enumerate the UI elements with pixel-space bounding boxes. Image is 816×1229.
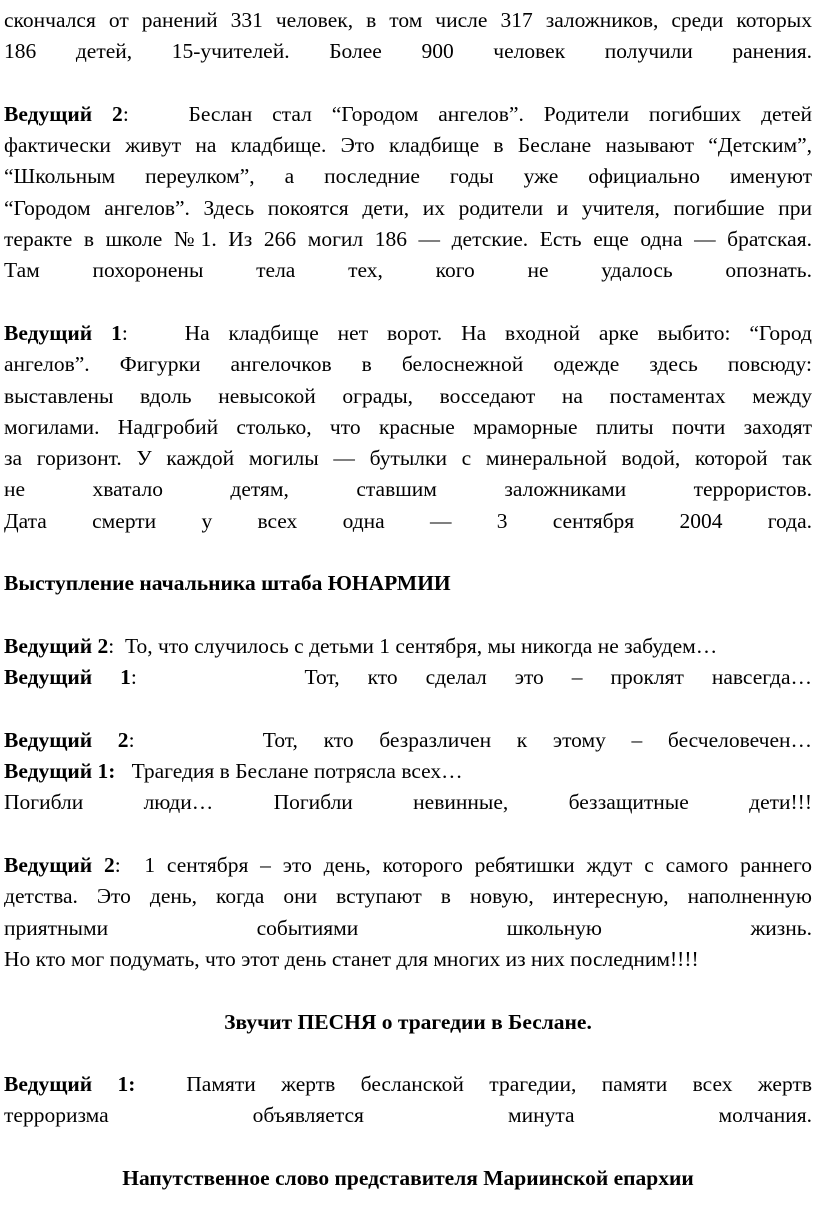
paragraph-host2-september-first: [4, 850, 812, 975]
speaker-separator: :: [122, 101, 129, 126]
blank-line: [4, 1038, 812, 1069]
speaker-separator: :: [128, 727, 135, 752]
blank-line: [4, 694, 812, 725]
paragraph-host1-cemetery: [4, 318, 812, 537]
text-line: [4, 1069, 812, 1100]
section-heading-song: Звучит ПЕСНЯ о трагедии в Беслане.: [224, 1009, 592, 1034]
text-segment: 1 сентября – это день, которого ребятишки ждут с самого раннего: [144, 853, 813, 878]
text-line: [4, 756, 812, 787]
text-line: Погибли люди… Погибли невинные, беззащитные дети!!!: [4, 790, 812, 815]
text-line: [4, 631, 812, 662]
speaker-label: Ведущий 1:: [4, 759, 116, 784]
text-segment: Беслан стал “Городом ангелов”. Родители погибших детей: [188, 101, 813, 126]
blank-line: [4, 68, 812, 99]
text-line: ангелов”. Фигурки ангелочков в белоснежной одежде здесь повсюду:: [4, 352, 812, 377]
speaker-separator: :: [108, 633, 115, 658]
text-segment: Тот, кто безразличен к этому – бесчеловечен…: [262, 727, 812, 752]
blank-line: [4, 600, 812, 631]
text-line: [4, 662, 812, 693]
text-line: [4, 725, 812, 756]
text-segment: Трагедия в Беслане потрясла всех…: [131, 759, 463, 784]
text-segment: На кладбище нет ворот. На входной арке выбито: “Город: [184, 320, 812, 345]
text-segment: То, что случилось с детьми 1 сентября, мы никогда не забудем…: [125, 633, 718, 658]
speaker-label: Ведущий 2: [4, 633, 109, 658]
text-line: Но кто мог подумать, что этот день станет для многих из них последним!!!!: [4, 946, 699, 971]
text-line: [4, 850, 812, 881]
text-line: теракте в школе №1. Из 266 могил 186 — детские. Есть еще одна — братская.: [4, 227, 812, 252]
text-line: за горизонт. У каждой могилы — бутылки с минеральной водой, которой так: [4, 446, 812, 471]
speaker-label: Ведущий 1: [4, 665, 131, 690]
text-line: терроризма объявляется минута молчания.: [4, 1103, 812, 1128]
text-line: выставлены вдоль невысокой ограды, восседают на постаментах между: [4, 383, 812, 408]
speaker-separator: :: [130, 665, 137, 690]
blank-line: [4, 819, 812, 850]
speaker-label: Ведущий 2: [4, 101, 123, 126]
speaker-separator: :: [121, 320, 128, 345]
paragraph-host2-inhuman: [4, 725, 812, 756]
text-line: Дата смерти у всех одна — 3 сентября 2004 года.: [4, 508, 812, 533]
blank-line: [4, 287, 812, 318]
text-line: “Школьным переулком”, а последние годы уже официально именуют: [4, 164, 812, 189]
text-line: “Городом ангелов”. Здесь покоятся дети, их родители и учителя, погибшие при: [4, 195, 812, 220]
speaker-label: Ведущий 2: [4, 727, 129, 752]
text-line: могилами. Надгробий столько, что красные мраморные плиты почти заходят: [4, 414, 812, 439]
speaker-label: Ведущий 1: [4, 320, 122, 345]
paragraph-host2-never-forget: [4, 631, 812, 662]
paragraph-host2-city-of-angels: [4, 99, 812, 287]
text-line: не хватало детям, ставшим заложниками террористов.: [4, 477, 812, 502]
text-line: 186 детей, 15-учителей. Более 900 человек получили ранения.: [4, 39, 812, 64]
speaker-label: Ведущий 2: [4, 853, 115, 878]
section-heading-yunarmia: Выступление начальника штаба ЮНАРМИИ: [4, 571, 451, 596]
paragraph-host1-minute-of-silence: [4, 1069, 812, 1132]
paragraph-host1-cursed: [4, 662, 812, 693]
paragraph-casualties: [4, 5, 812, 68]
speaker-separator: :: [114, 853, 121, 878]
blank-line: [4, 1132, 812, 1163]
text-line: приятными событиями школьную жизнь.: [4, 915, 812, 940]
blank-line: [4, 537, 812, 568]
text-line: [4, 318, 812, 349]
text-line: Там похоронены тела тех, кого не удалось опознать.: [4, 258, 812, 283]
text-line: фактически живут на кладбище. Это кладбище в Беслане называют “Детским”,: [4, 133, 812, 158]
text-segment: Тот, кто сделал это – проклят навсегда…: [304, 665, 813, 690]
paragraph-host1-tragedy: [4, 756, 812, 819]
text-line: скончался от ранений 331 человек, в том числе 317 заложников, среди которых: [4, 8, 812, 32]
text-line: детства. Это день, когда они вступают в новую, интересную, наполненную: [4, 884, 812, 909]
blank-line: [4, 975, 812, 1006]
text-segment: Памяти жертв бесланской трагедии, памяти всех жертв: [186, 1072, 812, 1097]
speaker-label: Ведущий 1:: [4, 1072, 136, 1097]
text-line: [4, 99, 812, 130]
section-heading-eparchy: Напутственное слово представителя Мариинской епархии: [122, 1165, 694, 1190]
